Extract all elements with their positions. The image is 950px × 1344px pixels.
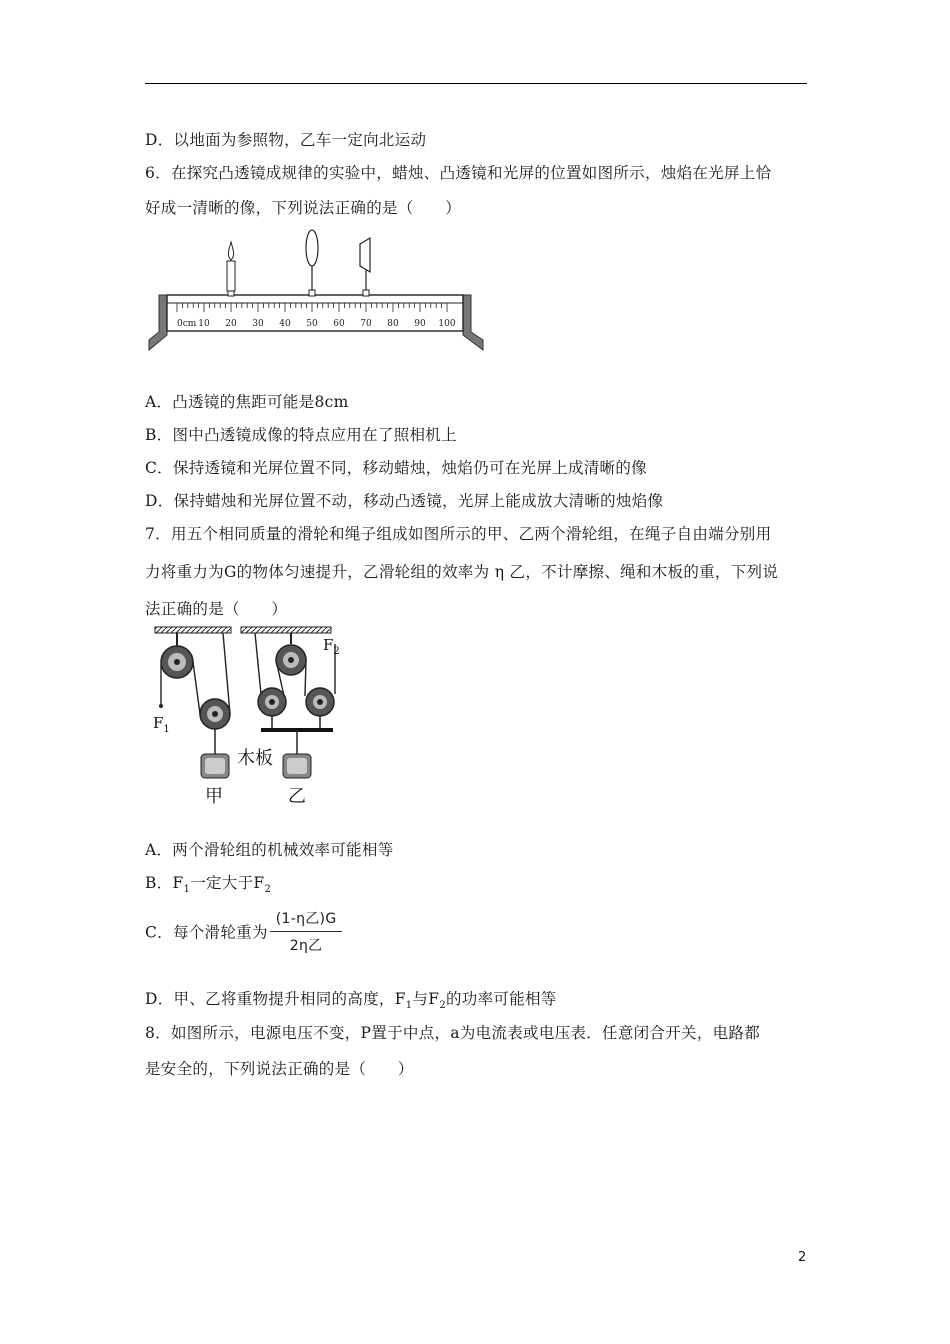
q7-c-prefix: C．每个滑轮重为 bbox=[145, 923, 268, 942]
q7-c-numerator: (1-η乙)G bbox=[270, 908, 343, 932]
q7-d-sub1: 1 bbox=[405, 1000, 413, 1012]
ruler-label: 70 bbox=[360, 319, 372, 329]
q5-option-d: D．以地面为参照物，乙车一定向北运动 bbox=[145, 131, 427, 149]
q7-b-sub2: 2 bbox=[264, 884, 272, 896]
q6-option-b: B．图中凸透镜成像的特点应用在了照相机上 bbox=[145, 426, 457, 444]
label-jia: 甲 bbox=[205, 786, 223, 807]
ruler-label: 40 bbox=[279, 319, 291, 329]
ruler-label: 30 bbox=[252, 319, 264, 329]
ruler-label: 50 bbox=[306, 319, 318, 329]
ruler-label: 10 bbox=[198, 319, 210, 329]
ruler-label: 60 bbox=[333, 319, 345, 329]
optical-bench-figure bbox=[145, 228, 490, 356]
q7-stem-line1: 7．用五个相同质量的滑轮和绳子组成如图所示的甲、乙两个滑轮组，在绳子自由端分别用 bbox=[145, 525, 772, 543]
ruler-label: 20 bbox=[225, 319, 237, 329]
ruler-label: 0cm bbox=[177, 319, 197, 329]
pulley-figure bbox=[145, 624, 355, 808]
q6-option-d: D．保持蜡烛和光屏位置不动，移动凸透镜，光屏上能成放大清晰的烛焰像 bbox=[145, 492, 664, 510]
header-rule bbox=[145, 83, 807, 84]
q7-c-fraction bbox=[270, 908, 343, 955]
q6-option-a: A．凸透镜的焦距可能是8cm bbox=[145, 393, 349, 411]
q7-d-suffix: 的功率可能相等 bbox=[446, 990, 557, 1008]
q7-option-a: A．两个滑轮组的机械效率可能相等 bbox=[145, 841, 394, 859]
ruler-label: 100 bbox=[438, 319, 456, 329]
q7-d-prefix: D．甲、乙将重物提升相同的高度，F bbox=[145, 990, 406, 1008]
label-board: 木板 bbox=[237, 748, 273, 769]
label-f1: $F_1$ bbox=[153, 714, 170, 735]
ruler-label: 90 bbox=[414, 319, 426, 329]
label-f2: $F_2$ bbox=[323, 636, 340, 657]
q7-stem-line3: 法正确的是（ ） bbox=[145, 600, 288, 618]
label-yi: 乙 bbox=[288, 786, 306, 807]
q6-stem-line1: 6．在探究凸透镜成规律的实验中，蜡烛、凸透镜和光屏的位置如图所示，烛焰在光屏上恰 bbox=[145, 164, 772, 182]
q7-stem-line2: 力将重力为G的物体匀速提升，乙滑轮组的效率为 η 乙，不计摩擦、绳和木板的重，下列说 bbox=[145, 563, 779, 581]
q6-stem-line2: 好成一清晰的像，下列说法正确的是（ ） bbox=[145, 199, 462, 217]
q6-option-c: C．保持透镜和光屏位置不同，移动蜡烛，烛焰仍可在光屏上成清晰的像 bbox=[145, 459, 647, 477]
q8-stem-line2: 是安全的，下列说法正确的是（ ） bbox=[145, 1060, 414, 1078]
ceiling-jia bbox=[155, 627, 231, 633]
ruler-label: 80 bbox=[387, 319, 399, 329]
q7-b-prefix: B．F bbox=[145, 874, 184, 892]
q7-b-sub1: 1 bbox=[183, 884, 191, 896]
q7-c-denominator: 2η乙 bbox=[289, 938, 323, 954]
q7-option-d bbox=[145, 987, 557, 1011]
ceiling-yi bbox=[241, 627, 331, 633]
q8-stem-line1: 8．如图所示，电源电压不变，P置于中点，a为电流表或电压表．任意闭合开关，电路都 bbox=[145, 1024, 761, 1042]
page-number: 2 bbox=[798, 1250, 807, 1265]
q7-option-b bbox=[145, 871, 271, 895]
q7-b-mid: 一定大于F bbox=[190, 874, 265, 892]
q7-d-sub2: 2 bbox=[439, 1000, 446, 1012]
q7-d-mid: 与F bbox=[412, 990, 440, 1008]
q7-option-c bbox=[145, 908, 342, 955]
